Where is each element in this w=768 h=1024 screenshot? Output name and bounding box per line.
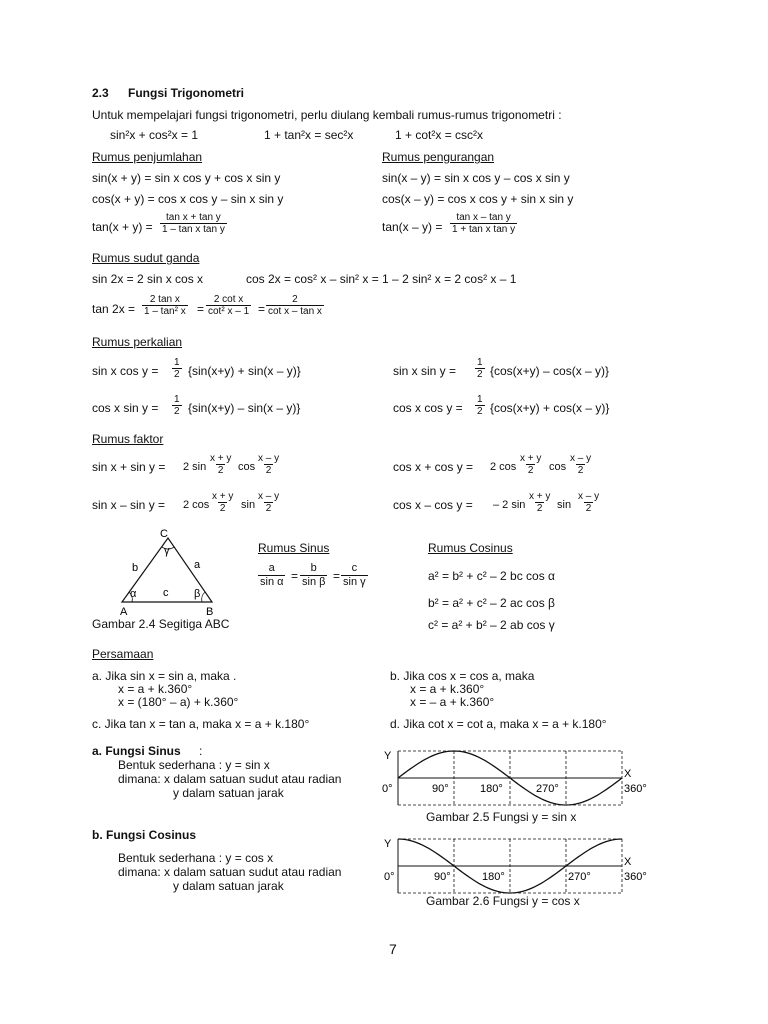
diff-numerator: x – y xyxy=(578,491,600,502)
triangle-caption: Gambar 2.4 Segitiga ABC xyxy=(92,617,230,631)
double-tan-fraction-3 xyxy=(266,294,324,317)
equation-b-line-3: x = – a + k.360° xyxy=(410,695,495,709)
product-r1-rhs: {sin(x+y) + sin(x – y)} xyxy=(188,364,301,378)
diff-sin: sin(x – y) = sin x cos y – cos x sin y xyxy=(382,171,570,185)
cosine-function-x-unit: dimana: x dalam satuan sudut atau radian xyxy=(118,865,342,879)
equals-sign: = xyxy=(291,569,299,583)
product-r2-lhs: sin x sin y = xyxy=(393,364,457,378)
x-axis-label: X xyxy=(624,768,632,780)
double-sin: sin 2x = 2 sin x cos x xyxy=(92,272,204,286)
sum-half-fraction xyxy=(210,491,235,514)
sum-numerator: x + y xyxy=(212,491,234,502)
identity-2: 1 + tan²x = sec²x xyxy=(264,128,354,142)
sum-numerator: x + y xyxy=(210,453,232,464)
cosine-rule-2: b² = a² + c² – 2 ac cos β xyxy=(428,596,555,610)
sine-rule-fraction-c xyxy=(341,562,368,589)
half-fraction xyxy=(172,394,182,417)
page-number: 7 xyxy=(389,941,397,957)
factor-title: Rumus faktor xyxy=(92,432,164,446)
cosine-rule-title: Rumus Cosinus xyxy=(428,541,513,555)
half-denominator: 2 xyxy=(217,465,224,476)
identity-3: 1 + cot²x = csc²x xyxy=(395,128,484,142)
equation-a-line-1: a. Jika sin x = sin a, maka . xyxy=(92,669,237,683)
diff-half-fraction xyxy=(568,453,593,476)
tick-360: 360° xyxy=(624,871,647,883)
tick-0: 0° xyxy=(384,871,395,883)
sine-rule-d2: sin β xyxy=(302,576,326,588)
half-fraction xyxy=(475,394,485,417)
sum-tan-numerator: tan x + tan y xyxy=(166,212,221,223)
y-axis-label: Y xyxy=(384,750,392,762)
double-tan-f3-denominator: cot x – tan x xyxy=(268,306,322,317)
diff-cos: cos(x – y) = cos x cos y + sin x sin y xyxy=(382,192,574,206)
intro-text: Untuk mempelajari fungsi trigonometri, perlu diulang kembali rumus-rumus trigonometri : xyxy=(92,108,562,122)
sine-rule-fraction-b xyxy=(300,562,327,589)
diff-numerator: x – y xyxy=(258,453,280,464)
identity-1: sin²x + cos²x = 1 xyxy=(110,128,199,142)
factor-r4-a: – 2 sin xyxy=(493,499,526,511)
diff-tan-numerator: tan x – tan y xyxy=(456,212,511,223)
sine-rule-fraction-a xyxy=(258,562,285,589)
product-r4-rhs: {cos(x+y) + cos(x – y)} xyxy=(490,401,610,415)
cosine-rule-1: a² = b² + c² – 2 bc cos α xyxy=(428,569,555,583)
diff-half-fraction xyxy=(256,453,281,476)
product-r3-rhs: {sin(x+y) – sin(x – y)} xyxy=(188,401,301,415)
sum-half-fraction xyxy=(527,491,552,514)
double-tan-f2-denominator: cot² x – 1 xyxy=(208,306,250,317)
sine-rule-n1: a xyxy=(268,562,275,574)
factor-r1-lhs: sin x + sin y = xyxy=(92,460,166,474)
diff-half-fraction xyxy=(256,491,281,514)
double-tan-f1-numerator: 2 tan x xyxy=(149,294,180,305)
cosine-function-form: Bentuk sederhana : y = cos x xyxy=(118,851,274,865)
product-r1-lhs: sin x cos y = xyxy=(92,364,159,378)
sum-numerator: x + y xyxy=(529,491,551,502)
half-denominator: 2 xyxy=(536,503,543,514)
vertex-b-label: B xyxy=(206,606,214,618)
half-denominator: 2 xyxy=(477,369,483,380)
half-numerator: 1 xyxy=(477,394,483,405)
half-denominator: 2 xyxy=(265,503,272,514)
sine-rule-n2: b xyxy=(310,562,317,574)
factor-r2-lhs: cos x + cos y = xyxy=(393,460,474,474)
sum-sin: sin(x + y) = sin x cos y + cos x sin y xyxy=(92,171,281,185)
tick-180: 180° xyxy=(482,871,505,883)
half-numerator: 1 xyxy=(174,357,180,368)
half-denominator: 2 xyxy=(265,465,272,476)
side-a-label: a xyxy=(194,559,201,571)
equations-title: Persamaan xyxy=(92,647,154,661)
triangle-figure xyxy=(110,526,230,618)
y-axis-label: Y xyxy=(384,838,392,850)
diff-numerator: x – y xyxy=(258,491,280,502)
double-tan-f2-numerator: 2 cot x xyxy=(213,294,244,305)
tick-270: 270° xyxy=(568,871,591,883)
sine-rule-d1: sin α xyxy=(260,576,284,588)
sine-graph-caption: Gambar 2.5 Fungsi y = sin x xyxy=(426,810,577,824)
product-r4-lhs: cos x cos y = xyxy=(393,401,463,415)
section-number: 2.3 xyxy=(92,86,109,100)
equation-b-line-2: x = a + k.360° xyxy=(410,682,485,696)
side-b-label: b xyxy=(132,562,139,574)
sine-function-y-unit: y dalam satuan jarak xyxy=(173,786,284,800)
half-denominator: 2 xyxy=(527,465,534,476)
tick-360: 360° xyxy=(624,783,647,795)
cosine-function-y-unit: y dalam satuan jarak xyxy=(173,879,284,893)
half-denominator: 2 xyxy=(174,369,180,380)
section-title: Fungsi Trigonometri xyxy=(128,86,244,100)
equation-c: c. Jika tan x = tan a, maka x = a + k.180° xyxy=(92,717,310,731)
sine-rule-title: Rumus Sinus xyxy=(258,541,330,555)
vertex-a-label: A xyxy=(120,606,128,618)
equals-sign: = xyxy=(258,302,266,316)
diff-tan-lhs: tan(x – y) = xyxy=(382,220,443,234)
factor-r4-lhs: cos x – cos y = xyxy=(393,498,473,512)
equation-d: d. Jika cot x = cot a, maka x = a + k.180° xyxy=(390,717,607,731)
diff-tan-denominator: 1 + tan x tan y xyxy=(452,224,516,235)
half-numerator: 1 xyxy=(174,394,180,405)
beta-label: β xyxy=(194,588,201,600)
sine-rule-d3: sin γ xyxy=(343,576,366,588)
equals-sign: = xyxy=(197,302,205,316)
half-numerator: 1 xyxy=(477,357,483,368)
factor-r3-lhs: sin x – sin y = xyxy=(92,498,166,512)
tick-270: 270° xyxy=(536,783,559,795)
sine-function-form: Bentuk sederhana : y = sin x xyxy=(118,758,270,772)
factor-r1-b: cos xyxy=(238,461,256,473)
sum-title: Rumus penjumlahan xyxy=(92,150,203,164)
tick-180: 180° xyxy=(480,783,503,795)
diff-numerator: x – y xyxy=(570,453,592,464)
factor-r2-a: 2 cos xyxy=(490,461,517,473)
diff-half-fraction xyxy=(576,491,601,514)
double-title: Rumus sudut ganda xyxy=(92,251,200,265)
half-denominator: 2 xyxy=(585,503,592,514)
product-r3-lhs: cos x sin y = xyxy=(92,401,159,415)
factor-r3-a: 2 cos xyxy=(183,499,210,511)
gamma-label: γ xyxy=(164,545,170,557)
factor-r1-a: 2 sin xyxy=(183,461,207,473)
sum-cos: cos(x + y) = cos x cos y – sin x sin y xyxy=(92,192,284,206)
sine-function-x-unit: dimana: x dalam satuan sudut atau radian xyxy=(118,772,342,786)
equals-sign: = xyxy=(333,569,341,583)
x-axis-label: X xyxy=(624,856,632,868)
double-tan-f3-numerator: 2 xyxy=(292,294,298,305)
half-denominator: 2 xyxy=(477,406,483,417)
product-r2-rhs: {cos(x+y) – cos(x – y)} xyxy=(490,364,610,378)
tick-90: 90° xyxy=(432,783,449,795)
side-c-label: c xyxy=(163,587,169,599)
sine-rule-n3: c xyxy=(351,562,358,574)
angle-arc-beta xyxy=(202,592,205,602)
sum-half-fraction xyxy=(208,453,233,476)
double-tan-fraction-2 xyxy=(206,294,251,317)
tick-90: 90° xyxy=(434,871,451,883)
sum-tan-lhs: tan(x + y) = xyxy=(92,220,153,234)
vertex-c-label: C xyxy=(160,528,168,540)
half-denominator: 2 xyxy=(577,465,584,476)
tick-0: 0° xyxy=(382,783,393,795)
half-denominator: 2 xyxy=(174,406,180,417)
factor-r4-b: sin xyxy=(557,499,572,511)
sine-function-title: a. Fungsi Sinus xyxy=(92,744,181,758)
factor-r2-b: cos xyxy=(549,461,567,473)
equation-a-line-2: x = a + k.360° xyxy=(118,682,193,696)
double-tan-lhs: tan 2x = xyxy=(92,302,136,316)
sum-tan-denominator: 1 – tan x tan y xyxy=(162,224,225,235)
alpha-label: α xyxy=(130,588,137,600)
equation-b-line-1: b. Jika cos x = cos a, maka xyxy=(390,669,535,683)
equation-a-line-3: x = (180° – a) + k.360° xyxy=(118,695,239,709)
half-fraction xyxy=(172,357,182,380)
cosine-rule-3: c² = a² + b² – 2 ab cos γ xyxy=(428,618,555,632)
double-cos: cos 2x = cos² x – sin² x = 1 – 2 sin² x = 2 cos² x – 1 xyxy=(246,272,517,286)
cosine-function-title: b. Fungsi Cosinus xyxy=(92,828,196,842)
double-tan-fraction-1 xyxy=(142,294,188,317)
double-tan-f1-denominator: 1 – tan² x xyxy=(144,306,186,317)
half-fraction xyxy=(475,357,485,380)
factor-r3-b: sin xyxy=(241,499,256,511)
product-title: Rumus perkalian xyxy=(92,335,183,349)
sum-half-fraction xyxy=(518,453,543,476)
half-denominator: 2 xyxy=(219,503,226,514)
sum-tan-fraction xyxy=(160,212,227,235)
sine-function-colon: : xyxy=(199,744,203,758)
sum-numerator: x + y xyxy=(520,453,542,464)
cosine-graph-caption: Gambar 2.6 Fungsi y = cos x xyxy=(426,894,580,908)
diff-title: Rumus pengurangan xyxy=(382,150,495,164)
diff-tan-fraction xyxy=(450,212,517,235)
